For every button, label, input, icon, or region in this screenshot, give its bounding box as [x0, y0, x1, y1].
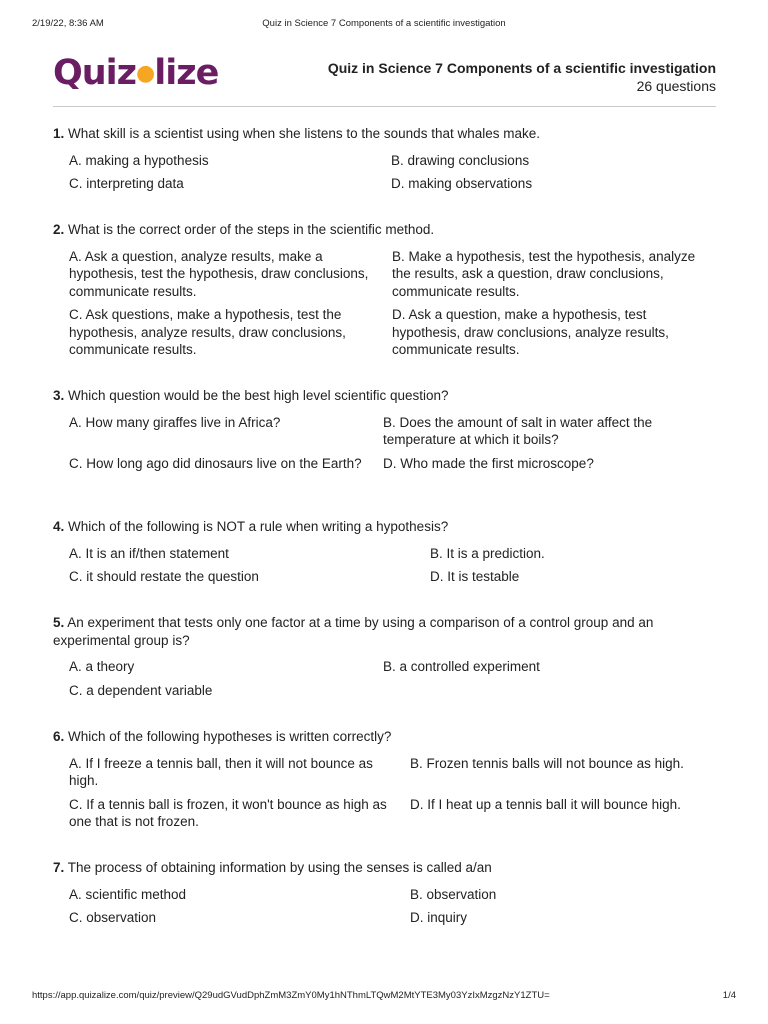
options [69, 152, 716, 193]
option-a[interactable]: A. Ask a question, analyze results, make a hypothesis, test the hypothesis, draw conclusions, communicate results. [69, 248, 369, 299]
option-c[interactable]: C. a dependent variable [69, 682, 213, 698]
question-stem: 4. Which of the following is NOT a rule when writing a hypothesis? [53, 519, 449, 534]
option-b[interactable]: B. drawing conclusions [391, 152, 530, 168]
print-doc-title: Quiz in Science 7 Components of a scientific investigation [262, 18, 506, 29]
question-stem: 7. The process of obtaining information by using the senses is called a/an [53, 860, 492, 875]
question-4 [53, 518, 716, 592]
question-2 [53, 221, 716, 365]
options [69, 414, 716, 473]
option-d[interactable]: D. making observations [391, 176, 533, 191]
options [69, 545, 716, 586]
option-d[interactable]: D. It is testable [430, 569, 520, 584]
question-count: 26 questions [636, 78, 716, 94]
option-b[interactable]: B. Make a hypothesis, test the hypothesis, analyze the results, ask a question, draw conclusions, communicate results. [392, 248, 696, 299]
option-b[interactable]: B. Does the amount of salt in water affect the temperature at which it boils? [383, 414, 653, 447]
option-a[interactable]: A. How many giraffes live in Africa? [69, 414, 281, 430]
question-stem: 1. What skill is a scientist using when she listens to the sounds that whales make. [53, 126, 540, 141]
options [69, 886, 716, 927]
option-c[interactable]: C. Ask questions, make a hypothesis, test the hypothesis, analyze results, draw conclusions, communicate results. [69, 307, 346, 357]
page-number: 1/4 [722, 990, 736, 1001]
quiz-header [328, 59, 716, 95]
question-stem: 3. Which question would be the best high level scientific question? [53, 388, 449, 403]
option-a[interactable]: A. If I freeze a tennis ball, then it will not bounce as high. [69, 755, 373, 788]
question-stem: 5. An experiment that tests only one factor at a time by using a comparison of a control group and an experimental group is? [53, 615, 654, 648]
option-b[interactable]: B. Frozen tennis balls will not bounce as high. [410, 755, 684, 771]
question-stem: 6. Which of the following hypotheses is written correctly? [53, 729, 392, 744]
options [69, 658, 716, 699]
option-c[interactable]: C. observation [69, 910, 157, 925]
option-d[interactable]: D. Who made the first microscope? [383, 455, 594, 471]
print-datetime: 2/19/22, 8:36 AM [32, 18, 104, 29]
option-c[interactable]: C. it should restate the question [69, 569, 259, 584]
logo-dot-icon: ● [136, 61, 155, 86]
question-stem: 2. What is the correct order of the steps in the scientific method. [53, 222, 435, 237]
option-b[interactable]: B. observation [410, 886, 497, 902]
question-1 [53, 125, 716, 199]
header-divider [53, 106, 716, 107]
option-d[interactable]: D. inquiry [410, 910, 468, 925]
brand-row [53, 52, 716, 102]
option-c[interactable]: C. How long ago did dinosaurs live on the Earth? [69, 455, 362, 471]
option-a[interactable]: A. scientific method [69, 886, 187, 902]
options [69, 755, 716, 831]
options [69, 248, 716, 359]
option-c[interactable]: C. interpreting data [69, 176, 184, 191]
question-5 [53, 614, 716, 705]
option-d[interactable]: D. Ask a question, make a hypothesis, test hypothesis, draw conclusions, analyze results, communicate results. [392, 307, 669, 357]
question-3 [53, 387, 716, 478]
option-a[interactable]: A. It is an if/then statement [69, 545, 229, 561]
question-7 [53, 859, 716, 933]
quiz-title: Quiz in Science 7 Components of a scientific investigation [327, 60, 716, 76]
option-a[interactable]: A. making a hypothesis [69, 152, 209, 168]
option-b[interactable]: B. It is a prediction. [430, 545, 545, 561]
print-url: https://app.quizalize.com/quiz/preview/Q29udGVudDphZmM3ZmY0My1hNThmLTQwM2MtYTE3My03YzIxMzgzNzY1ZTU= [32, 990, 550, 1001]
option-b[interactable]: B. a controlled experiment [383, 659, 540, 674]
print-footer [32, 990, 736, 1004]
quizalize-logo[interactable]: Quiz●lize [53, 53, 219, 93]
option-c[interactable]: C. If a tennis ball is frozen, it won't bounce as high as one that is not frozen. [69, 796, 387, 829]
question-6 [53, 728, 716, 837]
option-d[interactable]: D. If I heat up a tennis ball it will bounce high. [410, 796, 681, 812]
option-a[interactable]: A. a theory [69, 659, 135, 674]
print-header [32, 18, 736, 32]
